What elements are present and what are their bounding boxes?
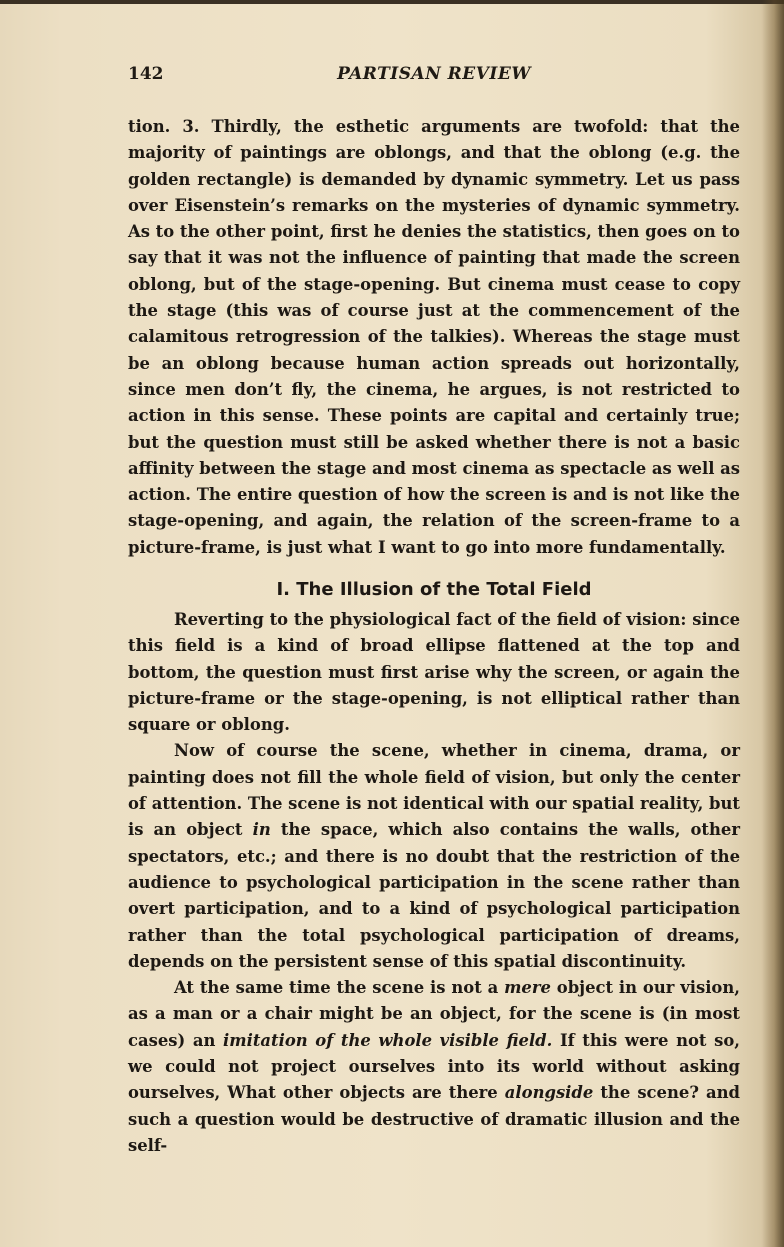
running-head: PARTISAN REVIEW [337,64,531,84]
paragraph-text: At the same time the scene is not a [174,978,499,998]
paragraph-text: the space, which also contains the walls, other spectators, etc.; and there is no doubt that the restriction of the audience to psychological participation in the scene rather than overt participation, and to a kind of psychological participation rather than the total psychological participation of dreams, depends on the persistent sense of this spatial discontinuity. [128,820,740,971]
top-border [0,0,784,4]
page-header [128,64,740,90]
emphasis-text: alongside [504,1083,594,1103]
text-block-section [128,607,740,1159]
paragraph [128,975,740,1159]
text-block-top [128,114,740,561]
page-binding-shadow [762,0,784,1247]
paragraph [128,738,740,975]
section-heading: I. The Illusion of the Total Field [276,579,592,600]
emphasis-text: in [252,820,271,840]
paragraph: Reverting to the physiological fact of the field of vision: since this field is a kind of broad ellipse flattened at the top and bottom, the question must first arise why the screen, or again the picture-frame or the stage-opening, is not elliptical rather than square or oblong. [128,610,740,735]
paragraph-text: object in our vision, as a man or a chair might be an object, for the scene is (in most cases) an [128,978,740,1050]
page-number: 142 [128,64,164,84]
paragraph: tion. 3. Thirdly, the esthetic arguments are twofold: that the majority of paintings are oblongs, and that the oblong (e.g. the golden rectangle) is demanded by dynamic symmetry. Let us pass over Eisenstein’s remarks on the mysteries of dynamic symmetry. As to the other point, first he denies the statistics, then goes on to say that it was not the influence of painting that made the screen oblong, but of the stage-opening. But cinema must cease to copy the stage (this was of course just at the commencement of the calamitous retrogression of the talkies). Whereas the stage must be an oblong because human action spreads out horizontally, since men don’t fly, the cinema, he argues, is not restricted to action in this sense. These points are capital and certainly true; but the question must still be asked whether there is not a basic affinity between the stage and most cinema as spectacle as well as action. The entire question of how the screen is and is not like the stage-opening, and again, the relation of the screen-frame to a picture-frame, is just what I want to go into more fundamentally. [128,117,740,557]
paragraph-text: the scene? and such a question would be destructive of dramatic illusion and the self- [128,1083,740,1155]
emphasis-text: imitation of the whole visible field. [223,1030,553,1050]
paragraph-text: Now of course the scene, whether in cinema, drama, or painting does not fill the whole field of vision, but only the center of attention. The scene is not identical with our spatial reality, but is an object [128,741,740,840]
emphasis-text: mere [504,978,551,998]
paragraph-text: If this were not so, we could not project ourselves into its world without asking ourselves, What other objects are there [128,1030,740,1103]
